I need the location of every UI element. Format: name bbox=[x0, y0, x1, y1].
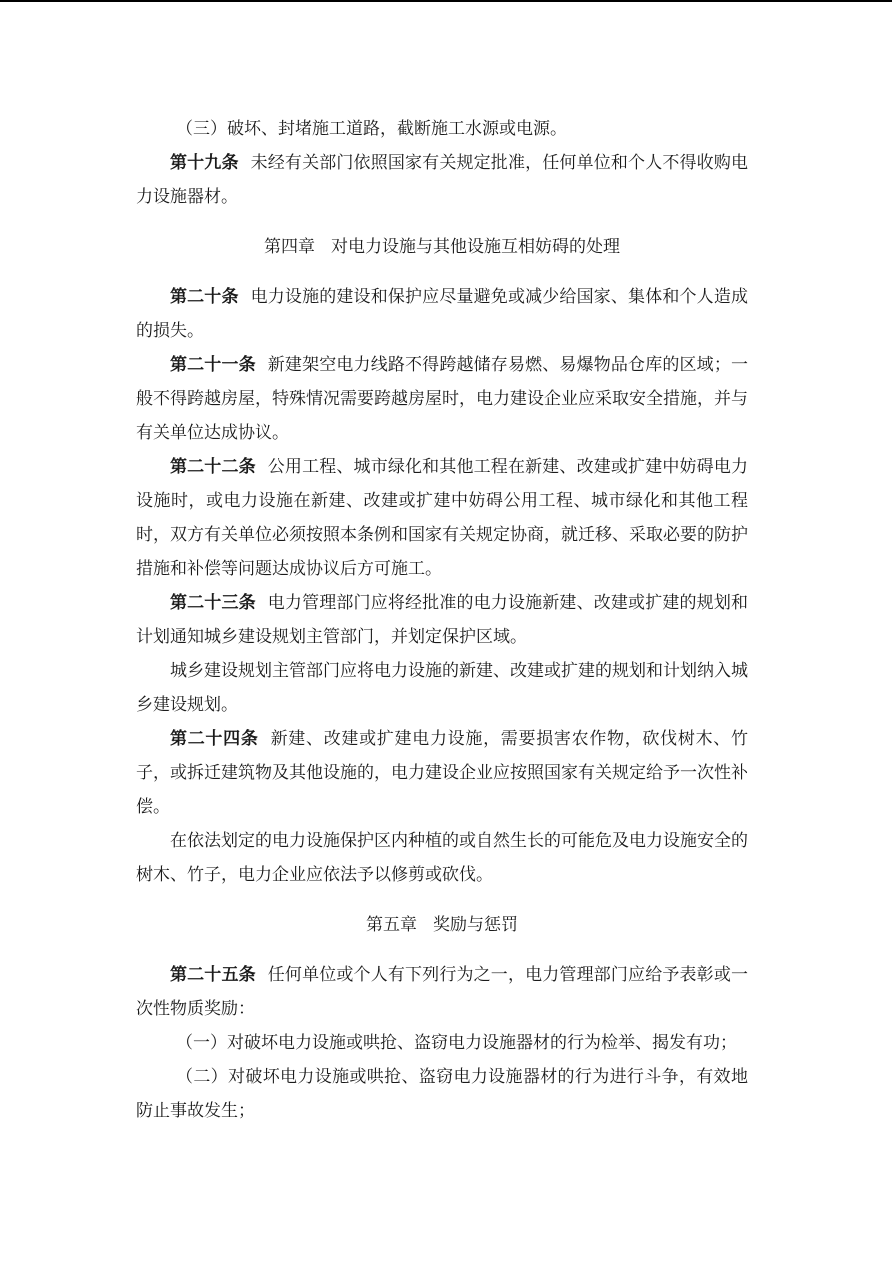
article-number: 第二十一条 bbox=[170, 355, 256, 375]
paragraph-item-1 bbox=[136, 1026, 748, 1060]
paragraph-text: （三）破坏、封堵施工道路，截断施工水源或电源。 bbox=[176, 119, 567, 139]
article-text: 新建、改建或扩建电力设施，需要损害农作物，砍伐树木、竹子，或拆迁建筑物及其他设施的，电力建设企业应按照国家有关规定给予一次性补偿。 bbox=[136, 729, 749, 817]
article-number: 第十九条 bbox=[170, 153, 239, 173]
article-text: 公用工程、城市绿化和其他工程在新建、改建或扩建中妨碍电力设施时，或电力设施在新建、改建或扩建中妨碍公用工程、城市绿化和其他工程时，双方有关单位必须按照本条例和国家有关规定协商，就迁移、采取必要的防护措施和补偿等问题达成协议后方可施工。 bbox=[136, 457, 748, 579]
document-page bbox=[136, 112, 748, 1128]
article-20 bbox=[136, 280, 748, 348]
article-text: 未经有关部门依照国家有关规定批准，任何单位和个人不得收购电力设施器材。 bbox=[136, 153, 748, 207]
article-text: 新建架空电力线路不得跨越储存易燃、易爆物品仓库的区域；一般不得跨越房屋，特殊情况需要跨越房屋时，电力建设企业应采取安全措施，并与有关单位达成协议。 bbox=[136, 355, 748, 443]
chapter-title: 对电力设施与其他设施互相妨碍的处理 bbox=[331, 237, 620, 257]
top-border-line bbox=[0, 0, 892, 2]
article-number: 第二十条 bbox=[170, 287, 239, 307]
paragraph-item-3 bbox=[136, 112, 748, 146]
article-23-paragraph-2 bbox=[136, 654, 748, 722]
article-text: 电力管理部门应将经批准的电力设施新建、改建或扩建的规划和计划通知城乡建设规划主管部门，并划定保护区域。 bbox=[136, 593, 748, 647]
article-number: 第二十二条 bbox=[170, 457, 256, 477]
article-24 bbox=[136, 722, 748, 824]
article-number: 第二十四条 bbox=[170, 729, 259, 749]
chapter-5-heading bbox=[136, 908, 748, 942]
article-number: 第二十五条 bbox=[170, 965, 256, 985]
article-25 bbox=[136, 958, 748, 1026]
article-text: 任何单位或个人有下列行为之一，电力管理部门应给予表彰或一次性物质奖励： bbox=[136, 965, 748, 1019]
paragraph-text: 在依法划定的电力设施保护区内种植的或自然生长的可能危及电力设施安全的树木、竹子，电力企业应依法予以修剪或砍伐。 bbox=[136, 831, 748, 885]
article-number: 第二十三条 bbox=[170, 593, 256, 613]
paragraph-text: 城乡建设规划主管部门应将电力设施的新建、改建或扩建的规划和计划纳入城乡建设规划。 bbox=[136, 661, 748, 715]
article-19 bbox=[136, 146, 748, 214]
paragraph-text: （二）对破坏电力设施或哄抢、盗窃电力设施器材的行为进行斗争，有效地防止事故发生； bbox=[136, 1067, 748, 1121]
article-24-paragraph-2 bbox=[136, 824, 748, 892]
paragraph-text: （一）对破坏电力设施或哄抢、盗窃电力设施器材的行为检举、揭发有功； bbox=[176, 1033, 737, 1053]
paragraph-item-2 bbox=[136, 1060, 748, 1128]
article-23 bbox=[136, 586, 748, 654]
chapter-number: 第四章 bbox=[264, 237, 315, 257]
article-text: 电力设施的建设和保护应尽量避免或减少给国家、集体和个人造成的损失。 bbox=[136, 287, 748, 341]
article-21 bbox=[136, 348, 748, 450]
chapter-title: 奖励与惩罚 bbox=[433, 915, 518, 935]
chapter-number: 第五章 bbox=[366, 915, 417, 935]
chapter-4-heading bbox=[136, 230, 748, 264]
article-22 bbox=[136, 450, 748, 586]
